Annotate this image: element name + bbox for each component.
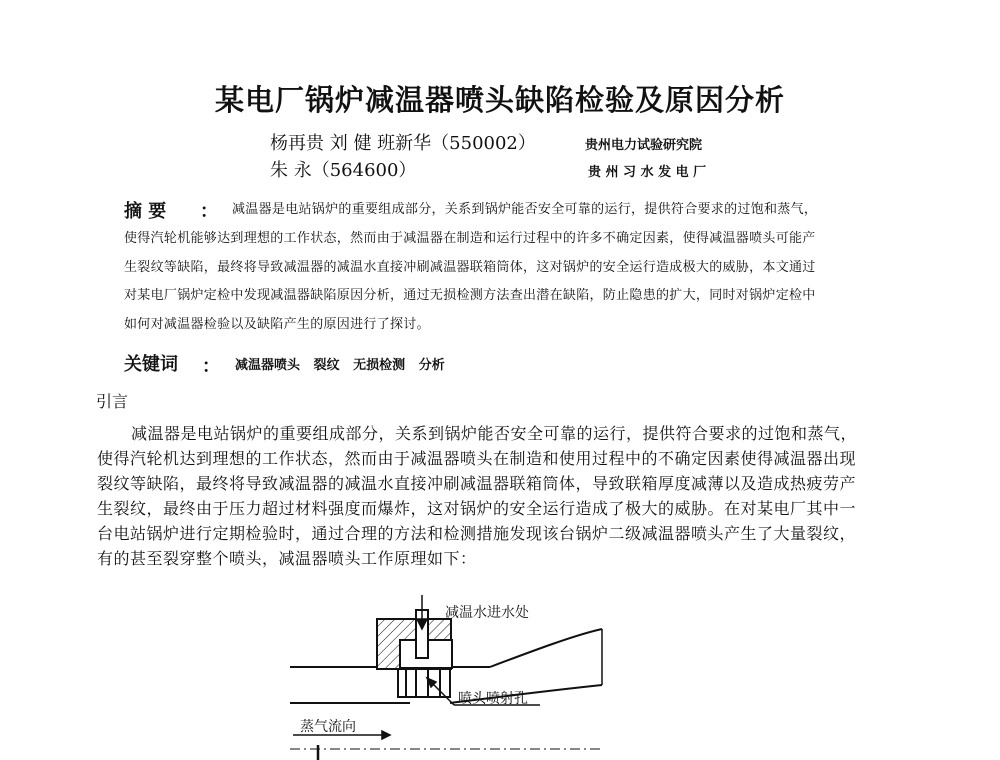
paper-title: 某电厂锅炉减温器喷头缺陷检验及原因分析: [214, 83, 785, 117]
intro-line: 生裂纹，最终由于压力超过材料强度而爆炸，这对锅炉的安全运行造成了极大的威胁。在对某电厂其中一: [97, 499, 857, 518]
keywords-colon: ：: [202, 356, 220, 377]
diagram-nozzle-body: [377, 610, 452, 697]
abstract-line: 生裂纹等缺陷，最终将导致减温器的减温水直接冲刷减温器联箱筒体，这对锅炉的安全运行造成极大的威胁，本文通过: [124, 259, 816, 275]
abstract-label: 摘 要: [124, 201, 167, 222]
abstract-line: 对某电厂锅炉定检中发现减温器缺陷原因分析，通过无损检测方法查出潜在缺陷，防止隐患的扩大，同时对锅炉定检中: [124, 288, 816, 304]
keywords-label: 关键词: [124, 354, 178, 375]
abstract-line: 减温器是电站锅炉的重要组成部分，关系到锅炉能否安全可靠的运行，提供符合要求的过饱和蒸气，: [232, 202, 818, 217]
label-steam-flow: 蒸气流向: [300, 719, 356, 735]
section-heading-intro: 引言: [96, 392, 129, 411]
intro-line: 使得汽轮机达到理想的工作状态，然而由于减温器喷头在制造和使用过程中的不确定因素使得减温器出现: [97, 449, 857, 468]
abstract-line: 如何对减温器检验以及缺陷产生的原因进行了探讨。: [124, 317, 430, 333]
abstract-colon: ：: [200, 201, 218, 222]
keywords-list: 减温器喷头 裂纹 无损检测 分析: [235, 358, 445, 373]
intro-line: 裂纹等缺陷，最终将导致减温器的减温水直接冲刷减温器联箱筒体，导致联箱厚度减薄以及造成热疲劳产: [97, 474, 857, 493]
abstract-body: [124, 196, 904, 340]
authors-line-2: 朱 永（564600）: [270, 160, 417, 181]
label-nozzle-hole: 喷头喷射孔: [458, 691, 528, 707]
intro-paragraph: [97, 421, 917, 571]
affiliation-2: 贵 州 习 水 发 电 厂: [588, 165, 707, 180]
intro-line: 台电站锅炉进行定期检验时，通过合理的方法和检测措施发现该台锅炉二级减温器喷头产生了大量裂纹，: [97, 524, 857, 543]
authors-line-1: 杨再贵 刘 健 班新华（550002）: [270, 133, 536, 154]
abstract-line: 使得汽轮机能够达到理想的工作状态，然而由于减温器在制造和运行过程中的许多不确定因素，使得减温器喷头可能产: [124, 230, 816, 246]
intro-line: 有的甚至裂穿整个喷头，减温器喷头工作原理如下：: [97, 549, 477, 568]
intro-line: 减温器是电站锅炉的重要组成部分，关系到锅炉能否安全可靠的运行，提供符合要求的过饱和蒸气，: [131, 424, 858, 443]
label-water-inlet: 减温水进水处: [445, 605, 529, 621]
affiliation-1: 贵州电力试验研究院: [585, 138, 703, 153]
